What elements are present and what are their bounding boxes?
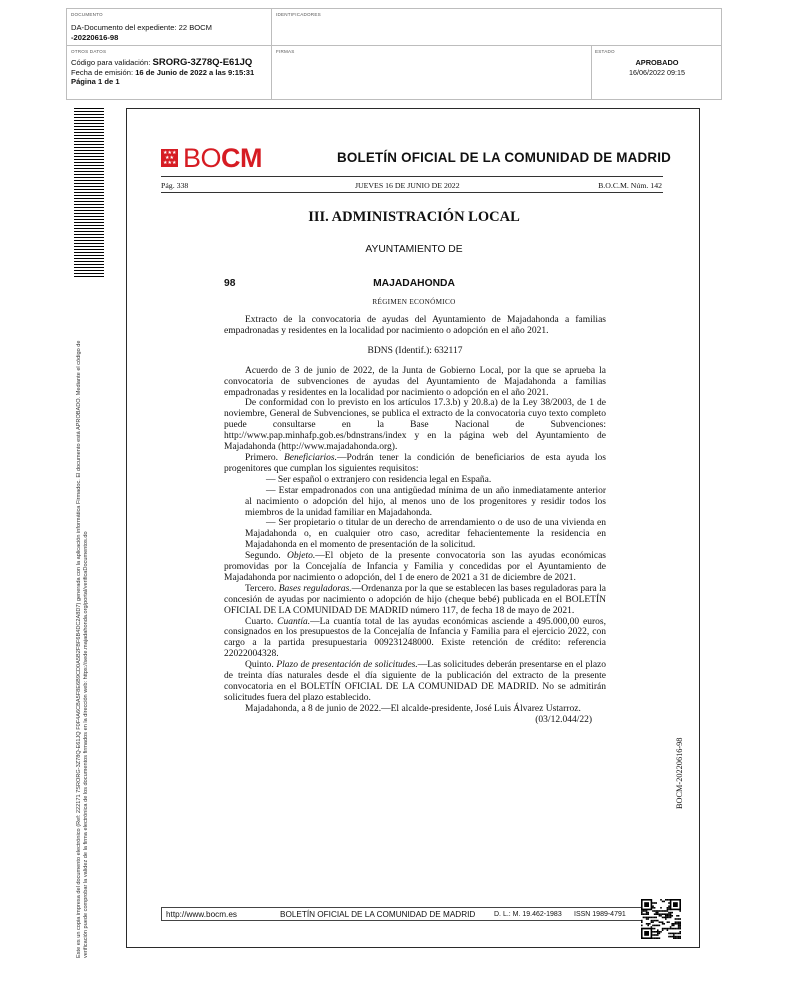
ayuntamiento-heading: AYUNTAMIENTO DE bbox=[365, 244, 463, 255]
estado-date: 16/06/2022 09:15 bbox=[629, 67, 685, 77]
bulletin-page bbox=[126, 108, 700, 948]
validation-code: SRORG-3Z78Q-E61JQ bbox=[152, 57, 253, 68]
running-page: Pág. 338 bbox=[161, 181, 189, 190]
segundo-paragraph: Segundo. Objeto.—El objeto de la presente convocatoria son las ayudas económicas promovidas por la Concejalía de Infancia y Familia y concedidas por el Ayuntamiento de Majadahonda por nacimiento o adopción, del 1 de enero de 2021 a 31 de diciembre de 2021. bbox=[224, 551, 607, 583]
running-rule bbox=[161, 192, 663, 193]
item-number: 98 bbox=[224, 278, 236, 289]
legal-basis-paragraph: De conformidad con lo previsto en los artículos 17.3.b) y 20.8.a) de la Ley 38/2003, de 1 de noviembre, General de Subvenciones, se publica el extracto de la convocatoria cuyo texto completo puede consultarse en la Base Nacional de Subvenciones: http://www.pap.minhafp.gob.es/bdnstrans/index y en la página web del Ayuntamiento de Majadahonda (http://www.majadahonda.org). bbox=[224, 398, 606, 453]
footer-title: BOLETÍN OFICIAL DE LA COMUNIDAD DE MADRID bbox=[280, 910, 476, 919]
running-number: B.O.C.M. Núm. 142 bbox=[598, 181, 662, 190]
logo-bo: BO bbox=[183, 142, 222, 173]
documento-label: DOCUMENTO bbox=[71, 12, 103, 17]
municipality-heading: MAJADAHONDA bbox=[373, 278, 455, 289]
requirement-item: — Ser propietario o titular de un derecho de arrendamiento o de uso de una vivienda en Majadahonda o, en cualquier otro caso, acreditar fehacientemente la residencia en Majadahonda en el momento de presentación de la solicitud. bbox=[245, 518, 606, 551]
signature-line: Majadahonda, a 8 de junio de 2022.—El alcalde-presidente, José Luis Álvarez Ustarroz. bbox=[245, 703, 581, 714]
requirement-item: — Estar empadronados con una antigüedad mínima de un año inmediatamente anterior al nacimiento o adopción del hijo, al menos uno de los progenitores y residir todos los miembros de la unidad familiar en Majadahonda. bbox=[245, 485, 606, 518]
masthead-rule bbox=[161, 176, 663, 177]
emission-label: Fecha de emisión: bbox=[71, 67, 134, 77]
requirement-item: — Ser español o extranjero con residencia legal en España. bbox=[266, 474, 492, 485]
header-divider bbox=[591, 45, 592, 99]
estado-label: ESTADO bbox=[595, 49, 615, 54]
bocm-logo bbox=[161, 142, 263, 173]
document-header bbox=[66, 8, 722, 100]
firmas-label: FIRMAS bbox=[276, 49, 295, 54]
section-title: III. ADMINISTRACIÓN LOCAL bbox=[308, 209, 520, 225]
running-date: JUEVES 16 DE JUNIO DE 2022 bbox=[355, 181, 460, 190]
bdns-identifier: BDNS (Identif.): 632117 bbox=[367, 345, 463, 356]
barcode-icon bbox=[74, 108, 104, 278]
cuarto-paragraph: Cuarto. Cuantía.—La cuantía total de las ayudas económicas asciende a 495.000,00 euros, consignados en los presupuestos de la Concejalía de Infancia y Familia para el ejercicio 2022, con cargo a la partida presupuestaria 009231248000. Existe retención de crédito: referencia 22022004328. bbox=[224, 616, 606, 660]
page-count: Página 1 de 1 bbox=[71, 77, 120, 86]
extract-paragraph: Extracto de la convocatoria de ayudas del Ayuntamiento de Majadahonda a familias empadronadas y residentes en la localidad por nacimiento o adopción en el año 2021. bbox=[224, 315, 606, 336]
primero-paragraph: Primero. Beneficiarios.—Podrán tener la condición de beneficiarios de esta ayuda los progenitores que cumplan los siguientes requisitos: bbox=[224, 452, 607, 474]
footer-legal-deposit: D. L.: M. 19.462-1983 bbox=[494, 911, 562, 918]
agreement-paragraph: Acuerdo de 3 de junio de 2022, de la Junta de Gobierno Local, por la que se aprueba la convocatoria de subvenciones de ayudas del Ayuntamiento de Majadahonda a familias empadronadas y residentes en la localidad por nacimiento o adopción en el año 2021. bbox=[224, 365, 606, 398]
footer-issn: ISSN 1989-4791 bbox=[574, 911, 626, 918]
estado-value: APROBADO bbox=[635, 58, 679, 67]
header-divider bbox=[271, 9, 272, 99]
masthead-title: BOLETÍN OFICIAL DE LA COMUNIDAD DE MADRID bbox=[337, 150, 672, 165]
logo-cm: CM bbox=[221, 142, 263, 173]
qr-code-icon bbox=[641, 899, 681, 939]
vertical-bocm-code: BOCM-20220616-98 bbox=[675, 737, 684, 809]
tercero-paragraph: Tercero. Bases reguladoras.—Ordenanza por la que se establecen las bases reguladoras para la concesión de ayudas por nacimiento o adopción de hijo (cheque bebé) publicada en el BOLETÍN OFICIAL DE LA COMUNIDAD DE MADRID número 117, de fecha 18 de mayo de 2021. bbox=[224, 583, 607, 616]
article-body bbox=[224, 315, 606, 726]
emission-value: 16 de Junio de 2022 a las 9:15:31 bbox=[135, 67, 255, 77]
quinto-paragraph: Quinto. Plazo de presentación de solicitudes.—Las solicitudes deberán presentarse en el plazo de treinta días naturales desde el día siguiente de la publicación del extracto de la presente convocatoria en el BOLETÍN OFICIAL DE LA COMUNIDAD DE MADRID. No se admitirán solicitudes fuera del plazo establecido. bbox=[224, 660, 607, 703]
documento-text: DA-Documento del expediente: 22 BOCM bbox=[71, 23, 212, 32]
page-footer bbox=[161, 907, 663, 921]
header-divider bbox=[67, 45, 721, 46]
identificadores-label: IDENTIFICADORES bbox=[276, 12, 321, 17]
madrid-flag-icon: ★★★ ★★ ★★★ bbox=[163, 150, 177, 166]
documento-code: -20220616-98 bbox=[71, 32, 119, 42]
validation-label: Código para validación: bbox=[71, 58, 151, 67]
verification-side-text: Este es un copia impresa del documento electrónico (Ref: 222171 7SRORG-3Z78Q-E61JQ F0F4A6CBA5F8E6B9CD0A5B2FBF6B4DC2A8D7) generada con la aplicación informática Firmadoc. El documento está APROBADO. Mediante el código de verificación puede comprobar la validez de la firma electrónica de los documentos firmados en la dirección web: https://sede.majadahonda.org/portal/verificaDocumentos.do bbox=[76, 340, 89, 958]
reference-code: (03/12.044/22) bbox=[535, 714, 592, 725]
otros-datos-label: OTROS DATOS bbox=[71, 49, 107, 54]
footer-url[interactable]: http://www.bocm.es bbox=[166, 910, 237, 919]
regime-heading: RÉGIMEN ECONÓMICO bbox=[372, 298, 456, 306]
